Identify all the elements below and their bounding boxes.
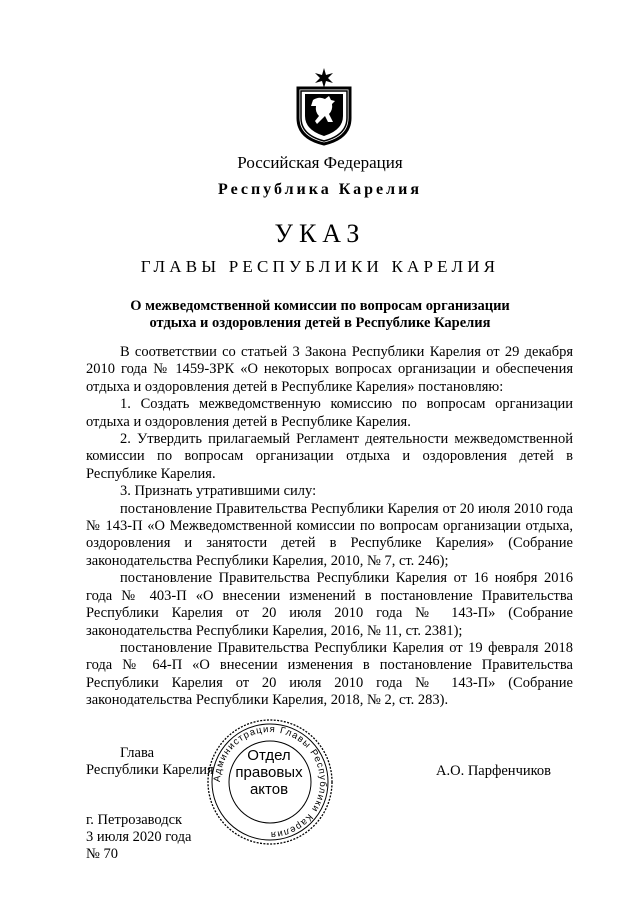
repealed-act-2: постановление Правительства Республики Карелия от 16 ноября 2016 года № 403-П «О внесении изменений в постановление Правительства Республики Карелия от 20 июля 2010 года № 143-П» (Собрание законодательства Республики Карелия, 2016, № 11, ст. 2381); [86,570,573,639]
issue-details [86,812,192,863]
item-2-paragraph: 2. Утвердить прилагаемый Регламент деятельности межведомственной комиссии по вопросам организации отдыха и оздоровления детей в Республике Карелия. [86,431,573,482]
item-3-paragraph: 3. Признать утратившими силу: [120,483,317,500]
signatory-title-line-1: Глава [120,745,155,761]
issuing-authority: ГЛАВЫ РЕСПУБЛИКИ КАРЕЛИЯ [140,257,500,276]
repealed-act-3: постановление Правительства Республики Карелия от 19 февраля 2018 года № 64-П «О внесении изменения в постановление Правительства Республики Карелия от 20 июля 2010 года № 143-П» (Собрание законодательства Республики Карелия, 2018, № 2, ст. 283). [86,639,573,709]
preamble-paragraph: В соответствии со статьей 3 Закона Республики Карелия от 29 декабря 2010 года № 1459-ЗРК «О некоторых вопросах организации и обеспечения отдыха и оздоровления детей в Республике Карелия» постановляю: [86,344,573,395]
repealed-act-1: постановление Правительства Республики Карелия от 20 июля 2010 года № 143-П «О Межведомственной комиссии по вопросам организации отдыха, оздоровления и занятости детей в Республике Карелия» (Собрание законодательства Республики Карелия, 2010, № 7, ст. 246); [86,500,573,569]
decree-body [86,344,573,710]
decree-subject [0,298,640,332]
document-type: УКАЗ [274,219,366,248]
stamp-center-text [232,747,306,811]
subject-line-1: О межведомственной комиссии по вопросам организации [130,298,510,314]
stamp-line-2: правовых [235,764,303,781]
karelia-coat-of-arms-icon [295,66,353,146]
signatory-title [86,745,214,779]
republic-name: Республика Карелия [218,181,422,198]
subject-line-2: отдыха и оздоровления детей в Республике Карелия [149,315,491,331]
country-name: Российская Федерация [237,153,403,172]
decree-number: № 70 [86,846,118,862]
issue-date: 3 июля 2020 года [86,829,192,845]
stamp-line-3: актов [249,781,289,798]
stamp-ring-text: Администрация Главы Республики Карелия [211,723,329,841]
signatory-title-line-2: Республики Карелия [86,762,214,778]
signatory-name: А.О. Парфенчиков [436,763,552,779]
item-1-paragraph: 1. Создать межведомственную комиссию по вопросам организации отдыха и оздоровления детей в Республике Карелия. [86,396,573,430]
issue-city: г. Петрозаводск [86,812,183,828]
stamp-line-1: Отдел [247,747,291,764]
